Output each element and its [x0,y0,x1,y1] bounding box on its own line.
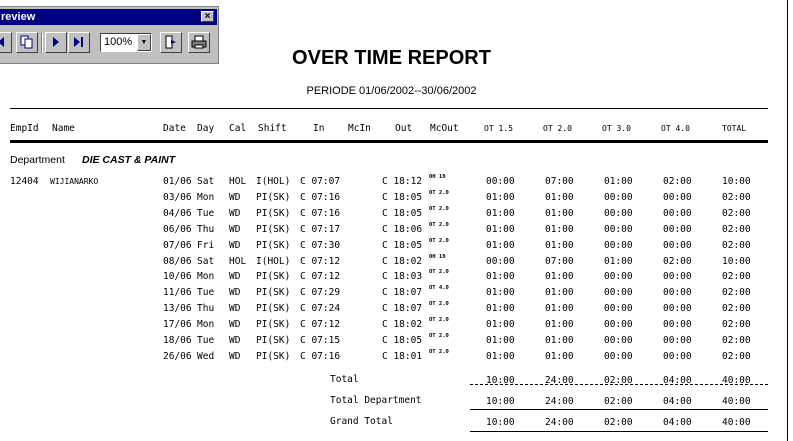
row-ot40: 00:00 [663,319,692,331]
row-shift: PI(SK) [256,271,291,283]
row-in-time: C 07:16 [300,207,341,219]
row-mcout-mark: OT 2.0 [429,301,449,308]
row-cal: WD [229,350,241,362]
row-cal: WD [229,319,241,331]
row-date: 17/06 [163,319,192,331]
grand-total-ot30: 02:00 [604,417,633,428]
row-out-time: C 18:03 [382,271,423,283]
row-total: 02:00 [722,287,751,299]
col-mcout: McOut [430,123,459,134]
row-date: 04/06 [163,207,192,219]
row-day: Mon [197,271,215,283]
department-label: Department [10,154,65,166]
row-mcout-mark: OH 10 [429,174,446,180]
col-ot30: OT 3.0 [602,124,631,133]
row-mcout-mark: OT 2.0 [429,333,449,339]
row-ot15: 01:00 [486,223,515,235]
col-mcin: McIn [348,123,371,134]
row-date: 08/06 [163,255,192,267]
row-day: Mon [197,319,215,331]
page-right-border [787,0,788,441]
row-out-time: C 18:05 [382,191,423,203]
row-total: 02:00 [722,350,751,362]
row-date: 06/06 [163,223,192,235]
row-ot40: 00:00 [663,223,692,235]
row-shift: PI(SK) [256,350,291,362]
chevron-down-icon[interactable]: ▼ [137,34,151,51]
row-cal: WD [229,303,241,315]
row-date: 26/06 [163,350,192,362]
row-in-time: C 07:07 [300,176,341,187]
department-total-ot30: 02:00 [604,396,633,407]
row-ot20: 01:00 [545,319,574,331]
row-in-time: C 07:16 [300,191,341,203]
row-shift: PI(SK) [256,223,291,235]
row-total: 02:00 [722,207,751,219]
dept-total-rule [470,409,768,410]
row-ot20: 01:00 [545,335,574,346]
row-ot15: 01:00 [486,319,515,331]
row-out-time: C 18:07 [382,303,423,315]
row-total: 10:00 [722,176,751,187]
row-day: Wed [197,350,215,362]
row-in-time: C 07:24 [300,303,341,315]
row-ot20: 01:00 [545,271,574,283]
row-ot30: 00:00 [604,207,633,219]
col-out: Out [395,123,413,134]
row-ot30: 00:00 [604,350,633,362]
row-ot20: 01:00 [545,303,574,315]
close-icon[interactable]: × [201,11,214,22]
col-date: Date [163,123,186,134]
total-ot30: 02:00 [604,375,633,386]
department-total-total: 40:00 [722,396,751,407]
row-ot15: 01:00 [486,287,515,299]
row-ot30: 01:00 [604,255,633,267]
row-mcout-mark: OT 2.0 [429,221,449,228]
row-ot15: 01:00 [486,350,515,362]
row-out-time: C 18:05 [382,207,423,219]
toolbar-separator [41,33,43,53]
row-cal: WD [229,335,241,346]
col-ot40: OT 4.0 [661,124,690,133]
department-name: DIE CAST & PAINT [82,154,176,166]
row-shift: I(HOL) [256,176,291,187]
row-out-time: C 18:02 [382,319,423,331]
zoom-value: 100% [104,36,133,48]
export-icon[interactable] [160,32,182,53]
row-total: 02:00 [722,319,751,331]
row-total: 10:00 [722,255,751,267]
row-shift: PI(SK) [256,207,291,219]
row-ot15: 01:00 [486,335,515,346]
row-ot20: 01:00 [545,287,574,299]
row-shift: PI(SK) [256,335,291,346]
row-day: Tue [197,335,215,346]
row-out-time: C 18:06 [382,223,423,235]
department-total-ot40: 04:00 [663,396,692,407]
row-out-time: C 18:01 [382,350,423,362]
row-ot30: 00:00 [604,271,633,283]
row-shift: PI(SK) [256,239,291,251]
row-cal: WD [229,191,241,203]
col-day: Day [197,123,215,134]
grand-total-total: 40:00 [722,417,751,428]
row-ot40: 00:00 [663,335,692,346]
row-shift: PI(SK) [256,287,291,299]
row-ot15: 00:00 [486,176,515,187]
row-ot20: 01:00 [545,207,574,219]
row-ot30: 00:00 [604,287,633,299]
report-title: OVER TIME REPORT [292,47,491,69]
row-date: 03/06 [163,191,192,203]
header-top-rule [10,108,768,109]
grand-total-ot20: 24:00 [545,417,574,428]
row-ot20: 07:00 [545,255,574,267]
row-ot40: 00:00 [663,303,692,315]
row-ot20: 01:00 [545,191,574,203]
row-ot40: 00:00 [663,271,692,283]
row-out-time: C 18:05 [382,239,423,251]
row-day: Fri [197,239,215,251]
col-total: TOTAL [722,124,747,133]
row-ot30: 01:00 [604,176,633,187]
total-ot20: 24:00 [545,375,574,386]
row-ot30: 00:00 [604,335,633,346]
row-in-time: C 07:12 [300,319,341,331]
row-in-time: C 07:16 [300,350,341,362]
row-day: Tue [197,287,215,299]
row-ot20: 01:00 [545,223,574,235]
row-ot15: 01:00 [486,191,515,203]
previous-page-icon[interactable] [0,32,12,53]
col-name: Name [52,123,75,134]
row-in-time: C 07:15 [300,335,341,346]
row-ot40: 00:00 [663,191,692,203]
row-ot15: 01:00 [486,303,515,315]
row-day: Thu [197,303,215,315]
employee-id: 12404 [10,176,39,187]
report-periode: PERIODE 01/06/2002--30/06/2002 [306,85,477,97]
col-ot15: OT 1.5 [484,124,513,133]
row-day: Thu [197,223,215,235]
row-mcout-mark: OT 2.0 [429,269,449,276]
row-ot40: 00:00 [663,239,692,251]
department-total-label: Total Department [330,395,422,406]
total-label: Total [330,374,359,385]
total-total: 40:00 [722,375,751,386]
grand-total-ot15: 10:00 [486,417,515,428]
row-ot40: 00:00 [663,207,692,219]
row-shift: PI(SK) [256,319,291,331]
printer-icon[interactable] [188,32,210,53]
row-day: Sat [197,176,215,187]
row-day: Tue [197,207,215,219]
row-in-time: C 07:29 [300,287,341,299]
row-day: Mon [197,191,215,203]
row-cal: HOL [229,176,247,187]
row-ot30: 00:00 [604,303,633,315]
col-shift: Shift [258,123,287,134]
row-total: 02:00 [722,271,751,283]
employee-name: WIJIANARKO [50,177,99,186]
row-total: 02:00 [722,191,751,203]
row-ot20: 07:00 [545,176,574,187]
header-bottom-rule [10,140,768,143]
grand-total-ot40: 04:00 [663,417,692,428]
row-total: 02:00 [722,223,751,235]
row-cal: WD [229,287,241,299]
row-cal: WD [229,223,241,235]
row-cal: WD [229,239,241,251]
row-total: 02:00 [722,239,751,251]
grand-total-label: Grand Total [330,416,393,427]
total-ot40: 04:00 [663,375,692,386]
row-date: 01/06 [163,176,192,187]
col-in: In [313,123,325,134]
zoom-select[interactable] [100,33,152,52]
row-mcout-mark: OT 2.0 [429,189,449,196]
row-date: 11/06 [163,287,192,299]
row-ot30: 00:00 [604,223,633,235]
row-ot15: 01:00 [486,207,515,219]
row-date: 07/06 [163,239,192,251]
row-ot40: 02:00 [663,255,692,267]
row-in-time: C 07:12 [300,255,341,267]
col-empid: EmpId [10,123,39,134]
row-in-time: C 07:17 [300,223,341,235]
row-mcout-mark: OT 2.0 [429,348,449,355]
grand-total-rule [470,431,768,432]
row-cal: HOL [229,255,247,267]
row-cal: WD [229,207,241,219]
col-cal: Cal [229,123,247,134]
row-mcout-mark: OT 4.0 [429,285,449,292]
next-page-icon[interactable] [45,32,67,53]
row-shift: PI(SK) [256,191,291,203]
row-mcout-mark: OT 2.0 [429,205,449,212]
row-ot20: 01:00 [545,350,574,362]
row-date: 10/06 [163,271,192,283]
row-shift: I(HOL) [256,255,291,267]
row-ot30: 00:00 [604,191,633,203]
row-in-time: C 07:12 [300,271,341,283]
col-ot20: OT 2.0 [543,124,572,133]
row-total: 02:00 [722,335,751,346]
row-mcout-mark: OH 10 [429,253,446,260]
toolbar-title: review [1,11,36,23]
row-ot20: 01:00 [545,239,574,251]
row-out-time: C 18:02 [382,255,423,267]
row-ot40: 00:00 [663,350,692,362]
row-total: 02:00 [722,303,751,315]
row-ot15: 01:00 [486,239,515,251]
last-page-icon[interactable] [68,32,90,53]
department-total-ot15: 10:00 [486,396,515,407]
row-in-time: C 07:30 [300,239,341,251]
row-out-time: C 18:12 [382,176,423,187]
row-mcout-mark: OT 2.0 [429,237,449,244]
row-ot40: 02:00 [663,176,692,187]
row-date: 18/06 [163,335,192,346]
row-date: 13/06 [163,303,192,315]
row-ot15: 00:00 [486,255,515,267]
toolbar-title-bar[interactable] [0,9,217,25]
row-mcout-mark: OT 2.0 [429,317,449,324]
department-total-ot20: 24:00 [545,396,574,407]
row-out-time: C 18:05 [382,335,423,346]
row-ot30: 00:00 [604,319,633,331]
row-ot15: 01:00 [486,271,515,283]
total-ot15: 10:00 [486,375,515,386]
row-cal: WD [229,271,241,283]
print-preview-toolbar[interactable] [0,6,219,64]
row-out-time: C 18:07 [382,287,423,299]
row-shift: PI(SK) [256,303,291,315]
copy-pages-icon[interactable] [16,32,38,53]
row-ot40: 00:00 [663,287,692,299]
row-ot30: 00:00 [604,239,633,251]
row-day: Sat [197,255,215,267]
